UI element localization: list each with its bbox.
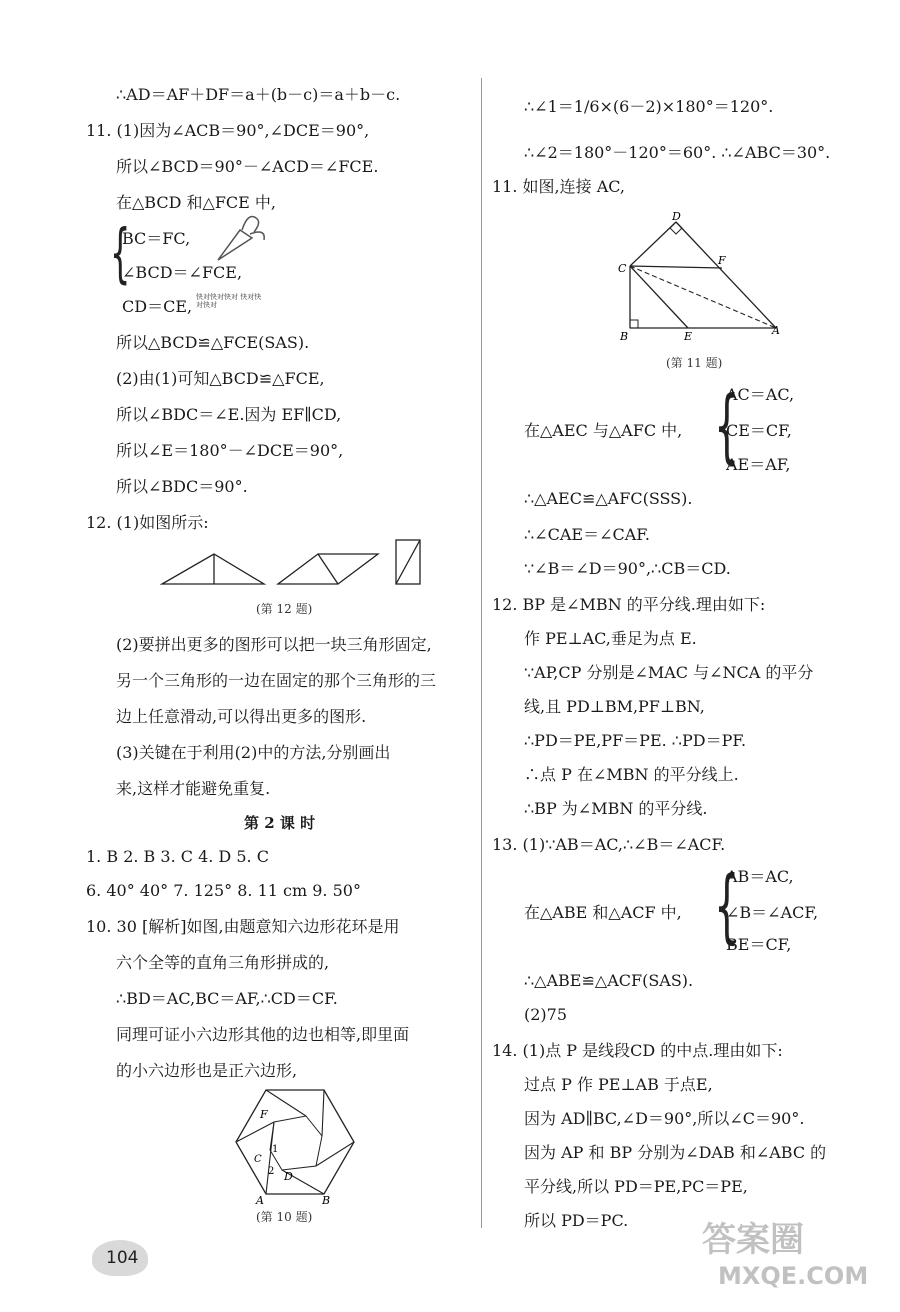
text-line: CE＝CF, — [726, 421, 792, 440]
figure-caption: (第 10 题) — [256, 1210, 313, 1224]
text-line: 1. B 2. B 3. C 4. D 5. C — [86, 847, 269, 866]
text-line: ∠B＝∠ACF, — [726, 903, 819, 922]
text-line: BE＝CF, — [726, 935, 792, 954]
text-line: ∴PD＝PE,PF＝PE. ∴PD＝PF. — [524, 731, 747, 750]
watermark-logo — [682, 1212, 882, 1302]
carrot-mascot-icon — [210, 208, 270, 268]
text-line: 的小六边形也是正六边形, — [116, 1061, 298, 1080]
text-line: 6. 40° 40° 7. 125° 8. 11 cm 9. 50° — [86, 881, 361, 900]
text-line: 因为 AP 和 BP 分别为∠DAB 和∠ABC 的 — [524, 1143, 827, 1162]
text-line: ∴点 P 在∠MBN 的平分线上. — [524, 765, 739, 784]
text-line: 在△AEC 与△AFC 中, — [524, 421, 683, 440]
text-line: ∴∠1＝1/6×(6－2)×180°＝120°. — [524, 97, 774, 116]
text-line: (3)关键在于利用(2)中的方法,分别画出 — [116, 743, 391, 762]
text-line: 11. (1)因为∠ACB＝90°,∠DCE＝90°, — [86, 121, 370, 140]
text-line: ∵AP,CP 分别是∠MAC 与∠NCA 的平分 — [524, 663, 814, 682]
fig11-label-e: E — [684, 330, 693, 343]
text-line: 所以△BCD≌△FCE(SAS). — [116, 333, 310, 352]
text-line: 12. BP 是∠MBN 的平分线.理由如下: — [492, 595, 766, 614]
text-line: ∠BCD＝∠FCE, — [122, 263, 243, 282]
text-line: ∴BD＝AC,BC＝AF,∴CD＝CF. — [116, 989, 338, 1008]
stamp-text: 快对快对快对 快对快对快对 — [196, 293, 262, 309]
figure-12 — [160, 538, 440, 598]
text-line: 所以∠BCD＝90°－∠ACD＝∠FCE. — [116, 157, 379, 176]
text-line: 14. (1)点 P 是线段CD 的中点.理由如下: — [492, 1041, 783, 1060]
watermark-title: 答案圈 — [702, 1220, 804, 1260]
fig10-label-1: 1 — [272, 1144, 279, 1155]
text-line: ∴∠2＝180°－120°＝60°. ∴∠ABC＝30°. — [524, 143, 831, 162]
text-line: 11. 如图,连接 AC, — [492, 177, 626, 196]
fig11-label-b: B — [620, 330, 629, 343]
text-line: ∴△ABE≌△ACF(SAS). — [524, 971, 694, 990]
figure-caption: (第 11 题) — [666, 356, 723, 370]
text-line: BC＝FC, — [122, 229, 191, 248]
text-line: (2)由(1)可知△BCD≌△FCE, — [116, 369, 325, 388]
watermark-url: MXQE.COM — [718, 1262, 869, 1290]
text-line: 所以∠BDC＝∠E.因为 EF∥CD, — [116, 405, 342, 424]
text-line: 平分线,所以 PD＝PE,PC＝PE, — [524, 1177, 748, 1196]
text-line: 来,这样才能避免重复. — [116, 779, 271, 798]
text-line: 12. (1)如图所示: — [86, 513, 209, 532]
fig10-label-f: F — [260, 1108, 268, 1121]
figure-10 — [230, 1086, 360, 1206]
text-line: AE＝AF, — [726, 455, 791, 474]
text-line: AC＝AC, — [726, 385, 795, 404]
text-line: ∴△AEC≌△AFC(SSS). — [524, 489, 693, 508]
fig11-label-d: D — [672, 210, 681, 223]
text-line: 另一个三角形的一边在固定的那个三角形的三 — [116, 671, 437, 690]
brace: { — [714, 379, 740, 472]
text-line: 过点 P 作 PE⊥AB 于点E, — [524, 1075, 713, 1094]
text-line: ∴∠CAE＝∠CAF. — [524, 525, 650, 544]
text-line: ∵∠B＝∠D＝90°,∴CB＝CD. — [524, 559, 731, 578]
text-line: 13. (1)∵AB＝AC,∴∠B＝∠ACF. — [492, 835, 726, 854]
page-number-badge — [92, 1240, 148, 1276]
fig11-label-a: A — [772, 324, 780, 337]
fig11-label-c: C — [618, 262, 627, 275]
page-number: 104 — [106, 1248, 139, 1268]
fig11-label-f: F — [718, 254, 726, 267]
fig10-label-a: A — [256, 1194, 264, 1206]
text-line: CD＝CE, — [122, 297, 193, 316]
text-line: 同理可证小六边形其他的边也相等,即里面 — [116, 1025, 410, 1044]
text-line: 因为 AD∥BC,∠D＝90°,所以∠C＝90°. — [524, 1109, 805, 1128]
section-heading: 第 2 课 时 — [244, 814, 316, 832]
fig10-label-c: C — [254, 1154, 262, 1165]
text-line: 在△BCD 和△FCE 中, — [116, 193, 277, 212]
text-line: 10. 30 [解析]如图,由题意知六边形花环是用 — [86, 917, 400, 936]
text-line: AB＝AC, — [726, 867, 794, 886]
column-divider — [481, 78, 482, 1228]
brace: { — [110, 217, 131, 291]
text-line: 所以∠E＝180°－∠DCE＝90°, — [116, 441, 344, 460]
text-line: ∴BP 为∠MBN 的平分线. — [524, 799, 708, 818]
fig10-label-b: B — [322, 1194, 331, 1206]
text-line: 作 PE⊥AC,垂足为点 E. — [524, 629, 697, 648]
fig10-label-2: 2 — [268, 1166, 275, 1177]
text-line: 所以 PD＝PC. — [524, 1211, 629, 1230]
text-line: 在△ABE 和△ACF 中, — [524, 903, 682, 922]
text-line: 六个全等的直角三角形拼成的, — [116, 953, 330, 972]
brace: { — [714, 859, 740, 952]
text-line: (2)要拼出更多的图形可以把一块三角形固定, — [116, 635, 432, 654]
fig10-label-d: D — [284, 1170, 293, 1183]
text-line: 所以∠BDC＝90°. — [116, 477, 248, 496]
figure-11 — [612, 210, 792, 350]
text-line: ∴AD＝AF＋DF＝a＋(b－c)＝a＋b－c. — [116, 85, 401, 104]
text-line: (2)75 — [524, 1005, 568, 1024]
figure-caption: (第 12 题) — [256, 602, 313, 616]
text-line: 线,且 PD⊥BM,PF⊥BN, — [524, 697, 705, 716]
text-line: 边上任意滑动,可以得出更多的图形. — [116, 707, 367, 726]
